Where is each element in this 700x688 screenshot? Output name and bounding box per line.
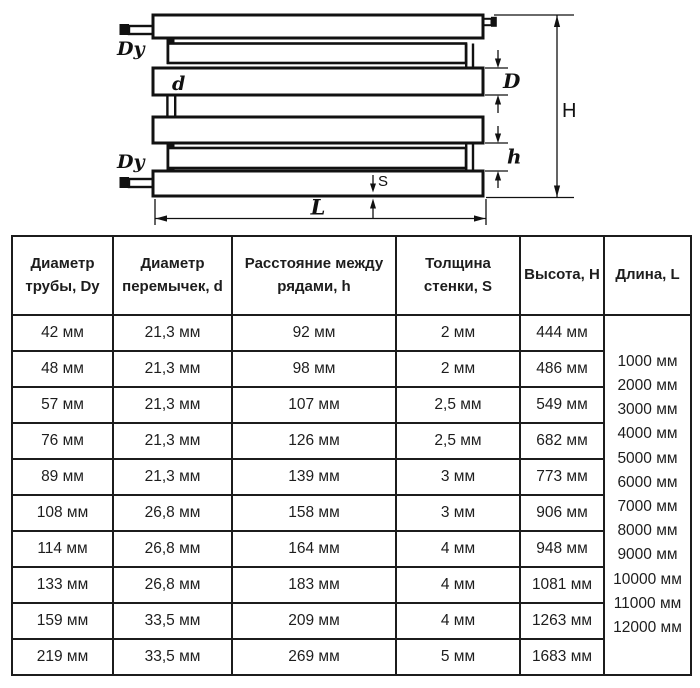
length-merged-cell (604, 315, 691, 675)
table-cell: 269 мм (232, 639, 396, 675)
table-cell: 57 мм (12, 387, 113, 423)
table-cell: 486 мм (520, 351, 604, 387)
pipe-spec-table (11, 235, 692, 676)
table-row (12, 495, 691, 531)
length-value: 2000 мм (617, 376, 678, 394)
table-cell: 98 мм (232, 351, 396, 387)
pipe-register-diagram (0, 0, 700, 233)
table-row (12, 351, 691, 387)
dim-label-S: S (378, 173, 389, 190)
table-cell: 2,5 мм (396, 387, 520, 423)
dim-label-h: h (507, 144, 522, 169)
jumper-double-left (167, 95, 175, 119)
dimension-h (485, 126, 508, 188)
dimension-H (486, 15, 577, 198)
length-value: 5000 мм (617, 449, 678, 467)
length-value: 6000 мм (617, 473, 678, 491)
table-cell: 2 мм (396, 351, 520, 387)
pipe-stub-top-left (120, 24, 154, 35)
table-body (12, 315, 691, 675)
dim-label-Dy-bottom: Dy (117, 151, 145, 173)
header-jumper-diameter: Диаметр перемычек, d (113, 236, 232, 315)
table-cell: 948 мм (520, 531, 604, 567)
length-value: 4000 мм (617, 425, 678, 443)
header-row (12, 236, 691, 315)
table-cell: 76 мм (12, 423, 113, 459)
table-cell: 26,8 мм (113, 531, 232, 567)
table-cell: 133 мм (12, 567, 113, 603)
header-pipe-diameter: Диаметр трубы, Dy (12, 236, 113, 315)
table-cell: 159 мм (12, 603, 113, 639)
length-value: 7000 мм (617, 498, 678, 515)
pipe-row (153, 171, 483, 196)
table-cell: 108 мм (12, 495, 113, 531)
pipe-row (153, 15, 483, 38)
length-value: 11000 мм (613, 594, 682, 612)
length-value: 9000 мм (617, 546, 678, 564)
table-row (12, 387, 691, 423)
table-cell: 549 мм (520, 387, 604, 423)
dim-label-H: H (562, 100, 577, 122)
table-cell: 3 мм (396, 495, 520, 531)
table-cell: 1263 мм (520, 603, 604, 639)
table-cell: 2 мм (396, 315, 520, 351)
length-value: 12000 мм (613, 619, 682, 637)
table-cell: 4 мм (396, 567, 520, 603)
table-cell: 2,5 мм (396, 423, 520, 459)
table-cell: 21,3 мм (113, 387, 232, 423)
table-cell: 1081 мм (520, 567, 604, 603)
table-row (12, 423, 691, 459)
pipe-row (153, 117, 483, 143)
table-cell: 183 мм (232, 567, 396, 603)
table-cell: 444 мм (520, 315, 604, 351)
dim-label-D: D (503, 69, 521, 93)
header-wall-thickness: Толщина стенки, S (396, 236, 520, 315)
table-cell: 1683 мм (520, 639, 604, 675)
pipe-row-thin (168, 44, 466, 64)
table-cell: 89 мм (12, 459, 113, 495)
header-row-spacing: Расстояние между рядами, h (232, 236, 396, 315)
table-cell: 164 мм (232, 531, 396, 567)
table-cell: 107 мм (232, 387, 396, 423)
table-row (12, 531, 691, 567)
pipe-row-thin (168, 148, 466, 168)
table-cell: 209 мм (232, 603, 396, 639)
dim-label-Dy-top: Dy (117, 38, 145, 60)
table-cell: 21,3 мм (113, 459, 232, 495)
dim-label-d: d (172, 73, 186, 95)
length-value: 1000 мм (617, 352, 678, 370)
length-value: 10000 мм (613, 570, 682, 588)
table-cell: 4 мм (396, 531, 520, 567)
table-cell: 906 мм (520, 495, 604, 531)
table-row (12, 459, 691, 495)
table-cell: 92 мм (232, 315, 396, 351)
table-cell: 26,8 мм (113, 567, 232, 603)
table-cell: 33,5 мм (113, 639, 232, 675)
table-cell: 42 мм (12, 315, 113, 351)
table-row (12, 315, 691, 351)
table-cell: 139 мм (232, 459, 396, 495)
table-cell: 114 мм (12, 531, 113, 567)
table-header (12, 236, 691, 315)
table-cell: 773 мм (520, 459, 604, 495)
table-cell: 21,3 мм (113, 423, 232, 459)
length-value: 8000 мм (617, 522, 678, 540)
table-cell: 3 мм (396, 459, 520, 495)
table-cell: 126 мм (232, 423, 396, 459)
pipe-stub-top-right (483, 17, 497, 27)
table-cell: 48 мм (12, 351, 113, 387)
table-cell: 5 мм (396, 639, 520, 675)
table-cell: 21,3 мм (113, 351, 232, 387)
table-row (12, 567, 691, 603)
table-cell: 4 мм (396, 603, 520, 639)
table-cell: 158 мм (232, 495, 396, 531)
table-cell: 219 мм (12, 639, 113, 675)
table-row (12, 639, 691, 675)
table-cell: 682 мм (520, 423, 604, 459)
dim-label-L: L (310, 194, 326, 220)
header-height: Высота, H (520, 236, 604, 315)
header-length: Длина, L (604, 236, 691, 315)
pipe-stub-bottom-left (120, 177, 154, 188)
pipe-row (153, 68, 483, 95)
table-cell: 33,5 мм (113, 603, 232, 639)
length-value: 3000 мм (617, 401, 678, 419)
table-cell: 21,3 мм (113, 315, 232, 351)
table-row (12, 603, 691, 639)
table-cell: 26,8 мм (113, 495, 232, 531)
